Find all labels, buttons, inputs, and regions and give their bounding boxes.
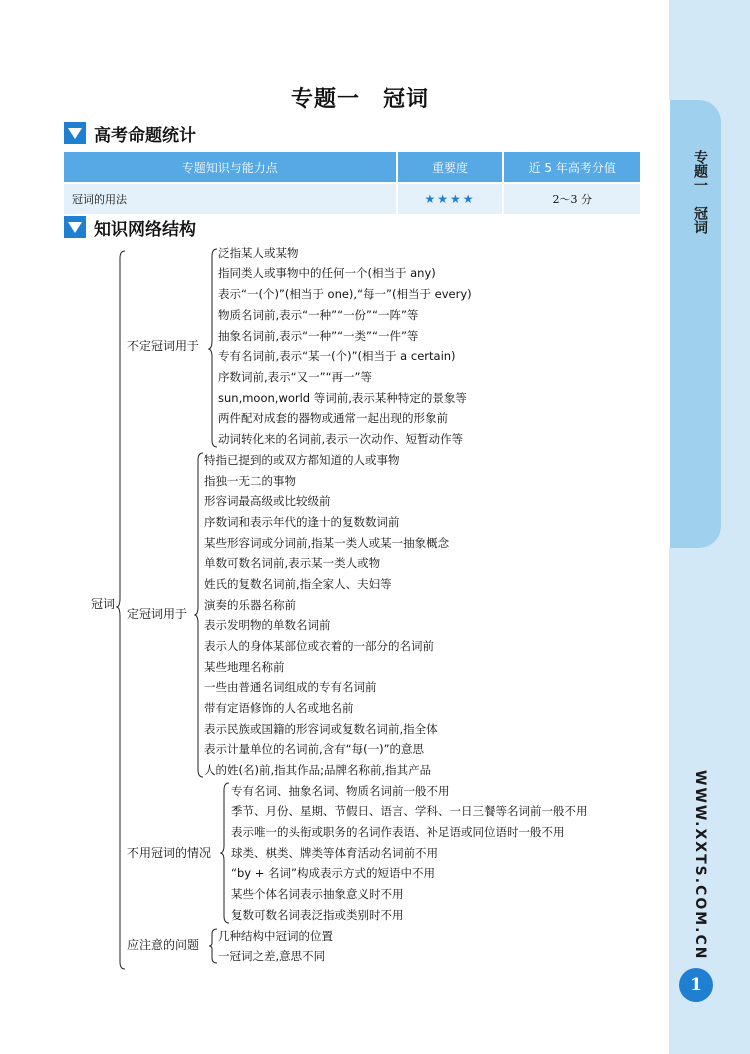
list-item: 季节、月份、星期、节假日、语言、学科、一日三餐等名词前一般不用	[231, 804, 588, 818]
chapter-tab-label: 专题一 冠词	[692, 150, 708, 234]
list-item: 一些由普通名词组成的专有名词前	[204, 680, 377, 694]
indefinite-brace	[208, 248, 218, 448]
section-heading-label: 高考命题统计	[94, 125, 196, 146]
list-item: 表示民族或国籍的形容词或复数名词前,指全体	[204, 722, 438, 736]
list-item: 特指已提到的或双方都知道的人或事物	[204, 453, 400, 467]
website-label: WWW.XXTS.COM.CN	[692, 770, 708, 961]
page-title: 专题一 冠词	[290, 87, 429, 112]
list-item: 物质名词前,表示“一种”“一份”“一阵”等	[218, 308, 419, 322]
list-item: 专有名词前,表示“某一(个)”(相当于 a certain)	[218, 349, 456, 363]
list-item: 一冠词之差,意思不同	[218, 949, 326, 963]
list-item: 演奏的乐器名称前	[204, 598, 296, 612]
table-cell-topic: 冠词的用法	[64, 183, 397, 214]
list-item: 带有定语修饰的人名或地名前	[204, 701, 354, 715]
list-item: 姓氏的复数名词前,指全家人、夫妇等	[204, 577, 392, 591]
list-item: 表示“一(个)”(相当于 one),“每一”(相当于 every)	[218, 287, 472, 301]
table-header-cell: 重要度	[397, 152, 504, 183]
list-item: 某些地理名称前	[204, 660, 285, 674]
notes-brace	[208, 928, 218, 964]
table-cell-score: 2～3 分	[503, 183, 640, 214]
tree-root: 冠词	[91, 597, 116, 611]
list-item: 形容词最高级或比较级前	[204, 494, 331, 508]
list-item: 复数可数名词表泛指或类别时不用	[231, 908, 404, 922]
list-item: 表示发明物的单数名词前	[204, 618, 331, 632]
list-item: 表示唯一的头衔或职务的名词作表语、补足语或同位语时一般不用	[231, 825, 565, 839]
list-item: 某些形容词或分词前,指某一类人或某一抽象概念	[204, 536, 450, 550]
none-brace	[220, 782, 230, 924]
list-item: “by + 名词”构成表示方式的短语中不用	[231, 866, 435, 880]
list-item: 指同类人或事物中的任何一个(相当于 any)	[218, 266, 436, 280]
list-item: 表示计量单位的名词前,含有“每(一)”的意思	[204, 742, 425, 756]
list-item: 几种结构中冠词的位置	[218, 929, 333, 943]
list-item: 指独一无二的事物	[204, 474, 296, 488]
list-item: 专有名词、抽象名词、物质名词前一般不用	[231, 784, 450, 798]
table-cell-importance: ★★★★	[397, 183, 504, 214]
list-item: 单数可数名词前,表示某一类人或物	[204, 556, 381, 570]
branch-none-label: 不用冠词的情况	[127, 846, 212, 860]
table-header-cell: 专题知识与能力点	[64, 152, 397, 183]
page-number: 1	[679, 968, 713, 1002]
branch-definite-label: 定冠词用于	[127, 607, 188, 621]
root-brace	[116, 250, 126, 970]
list-item: 两件配对成套的器物或通常一起出现的形象前	[218, 411, 448, 425]
table-header-cell: 近 5 年高考分值	[503, 152, 640, 183]
list-item: 表示人的身体某部位或衣着的一部分的名词前	[204, 639, 434, 653]
section-heading-label: 知识网络结构	[94, 219, 196, 240]
list-item: 球类、棋类、牌类等体育活动名词前不用	[231, 846, 438, 860]
list-item: 泛指某人或某物	[218, 246, 299, 260]
list-item: 序数词和表示年代的逢十的复数数词前	[204, 515, 400, 529]
list-item: 抽象名词前,表示“一种”“一类”“一件”等	[218, 329, 419, 343]
list-item: 动词转化来的名词前,表示一次动作、短暂动作等	[218, 432, 464, 446]
list-item: 序数词前,表示“又一”“再一”等	[218, 370, 372, 384]
list-item: 某些个体名词表示抽象意义时不用	[231, 887, 404, 901]
list-item: sun,moon,world 等词前,表示某种特定的景象等	[218, 391, 467, 405]
branch-indefinite-label: 不定冠词用于	[127, 339, 200, 353]
list-item: 人的姓(名)前,指其作品;品牌名称前,指其产品	[204, 763, 432, 777]
branch-notes-label: 应注意的问题	[127, 938, 200, 952]
definite-brace	[194, 452, 204, 778]
